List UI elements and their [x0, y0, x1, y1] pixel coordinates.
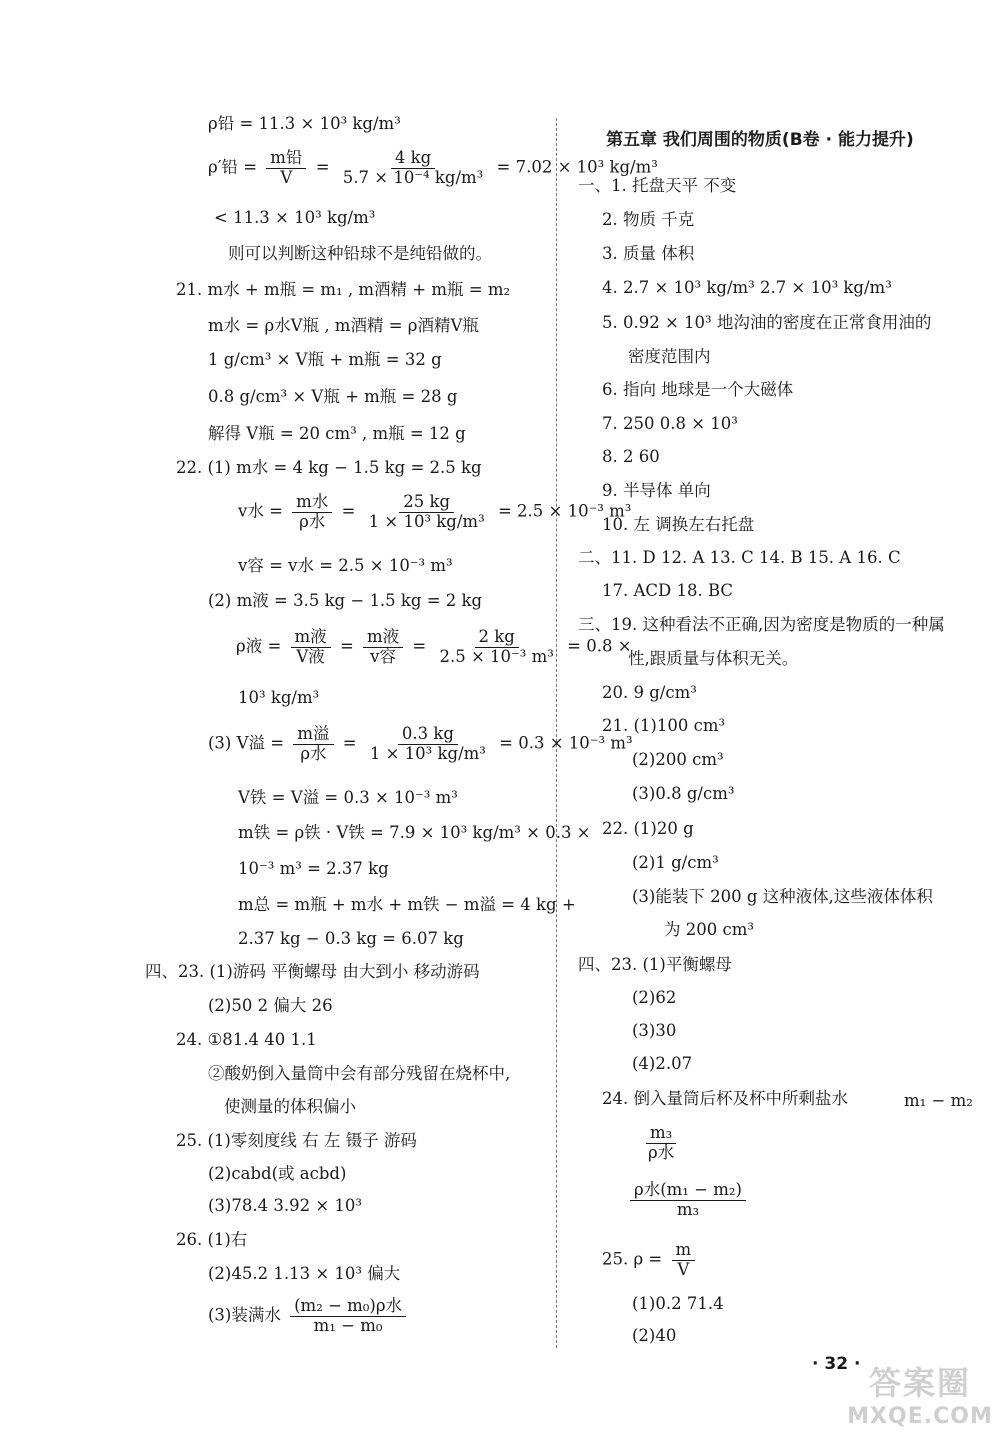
watermark-logo: [840, 1348, 1000, 1439]
answer-line: 性,跟质量与体积无关。: [628, 649, 799, 668]
answer-line: 5. 0.92 × 10³ 地沟油的密度在正常食用油的: [602, 313, 932, 332]
answer-line: 四、23. (1)游码 平衡螺母 由大到小 移动游码: [145, 962, 480, 981]
answer-line: V铁 = V溢 = 0.3 × 10⁻³ m³: [238, 788, 458, 807]
fraction-numerator: m铅: [266, 150, 306, 169]
fraction-numerator: m₃: [646, 1125, 676, 1144]
fraction: [292, 494, 332, 530]
formula-text: v水 =: [238, 501, 283, 521]
answer-line: 0.8 g/cm³ × V瓶 + m瓶 = 28 g: [208, 387, 458, 406]
answer-line: (2)1 g/cm³: [632, 853, 719, 872]
fraction: [293, 726, 333, 762]
fraction-denominator: v容: [370, 646, 396, 666]
fraction-denominator: V: [280, 167, 293, 187]
answer-line: (3)能装下 200 g 这种液体,这些液体体积: [632, 887, 933, 906]
answer-line: 10⁻³ m³ = 2.37 kg: [238, 859, 389, 878]
formula-text: =: [412, 636, 427, 656]
answer-line: 3. 质量 体积: [602, 244, 695, 263]
answer-line: 17. ACD 18. BC: [602, 581, 734, 600]
watermark-url: MXQE.COM: [847, 1404, 993, 1429]
answer-line: 6. 指向 地球是一个大磁体: [602, 380, 794, 399]
answer-line: 24. 倒入量筒后杯及杯中所剩盐水: [602, 1089, 848, 1108]
answer-line: 为 200 cm³: [664, 920, 754, 939]
fraction-denominator: m₁ − m₀: [313, 1315, 383, 1335]
answer-line: (2)40: [632, 1326, 677, 1345]
fraction-denominator: 1 × 10³ kg/m³: [368, 511, 485, 531]
answer-line: m总 = m瓶 + m水 + m铁 − m溢 = 4 kg +: [238, 895, 576, 914]
answer-line: (3)0.8 g/cm³: [632, 784, 735, 803]
answer-line: (2)50 2 偏大 26: [208, 996, 333, 1015]
formula-text: (3) V溢 =: [208, 733, 285, 753]
answer-line: 2. 物质 千克: [602, 210, 695, 229]
fraction-numerator: m溢: [293, 726, 333, 745]
fraction: [630, 1182, 746, 1218]
answer-line: (2)200 cm³: [632, 750, 724, 769]
formula-line: [640, 1125, 682, 1161]
fraction-denominator: ρ水: [300, 743, 327, 763]
answer-line: 21. m水 + m瓶 = m₁ , m酒精 + m瓶 = m₂: [176, 280, 511, 299]
answer-line: 7. 250 0.8 × 10³: [602, 414, 738, 433]
answer-line: < 11.3 × 10³ kg/m³: [214, 208, 376, 227]
answer-line: 25. (1)零刻度线 右 左 镊子 游码: [176, 1131, 417, 1150]
answer-line: 20. 9 g/cm³: [602, 683, 697, 702]
formula-line: [208, 726, 633, 762]
fraction: [366, 726, 490, 762]
fraction: [291, 629, 331, 665]
answer-line: 2.37 kg − 0.3 kg = 6.07 kg: [238, 929, 464, 948]
answer-line: 10. 左 调换左右托盘: [602, 515, 755, 534]
answer-line: 9. 半导体 单向: [602, 481, 711, 500]
formula-line: [208, 1298, 410, 1334]
fraction-numerator: m液: [291, 629, 331, 648]
formula-line: [602, 1242, 699, 1278]
answer-line: (2)62: [632, 988, 677, 1007]
formula-text: (3)装满水: [208, 1305, 281, 1325]
answer-line: v容 = v水 = 2.5 × 10⁻³ m³: [238, 556, 453, 575]
fraction: [290, 1298, 406, 1334]
answer-line: (3)30: [632, 1021, 677, 1040]
formula-text: =: [315, 157, 330, 177]
fraction-denominator: V: [677, 1259, 690, 1279]
answer-line: 22. (1)20 g: [602, 819, 694, 838]
formula-text: = 7.02 × 10³ kg/m³: [496, 157, 658, 177]
fraction: [672, 1242, 696, 1278]
fraction-numerator: ρ水(m₁ − m₂): [630, 1182, 746, 1201]
answer-line: 8. 2 60: [602, 447, 660, 466]
answer-line: 22. (1) m水 = 4 kg − 1.5 kg = 2.5 kg: [176, 458, 482, 477]
fraction-numerator: (m₂ − m₀)ρ水: [290, 1298, 406, 1317]
answer-line: ②酸奶倒入量筒中会有部分残留在烧杯中,: [208, 1064, 511, 1083]
formula-text: ρ′铅 =: [208, 157, 258, 177]
answer-line: 一、1. 托盘天平 不变: [578, 176, 737, 195]
fraction-numerator: m水: [292, 494, 332, 513]
answer-line: (4)2.07: [632, 1054, 693, 1073]
formula-text: =: [341, 501, 356, 521]
answer-line: ρ铅 = 11.3 × 10³ kg/m³: [208, 114, 401, 133]
answer-line: 4. 2.7 × 10³ kg/m³ 2.7 × 10³ kg/m³: [602, 278, 892, 297]
formula-text: =: [342, 733, 357, 753]
answer-line: m水 = ρ水V瓶 , m酒精 = ρ酒精V瓶: [208, 316, 479, 335]
formula-line: [626, 1182, 750, 1218]
formula-line: [236, 629, 632, 665]
fraction-denominator: 5.7 × 10⁻⁴ kg/m³: [342, 167, 484, 187]
fraction-numerator: 2 kg: [475, 629, 519, 648]
formula-text: = 0.3 × 10⁻³ m³: [499, 733, 633, 753]
fraction: [365, 494, 489, 530]
fraction-denominator: V液: [296, 646, 325, 666]
fraction-numerator: 4 kg: [391, 150, 435, 169]
answer-line: 1 g/cm³ × V瓶 + m瓶 = 32 g: [208, 350, 442, 369]
answer-line: 三、19. 这种看法不正确,因为密度是物质的一种属: [578, 615, 945, 634]
fraction-numerator: 25 kg: [399, 494, 454, 513]
answer-line: 二、11. D 12. A 13. C 14. B 15. A 16. C: [578, 548, 901, 567]
answer-line: (2)45.2 1.13 × 10³ 偏大: [208, 1264, 401, 1283]
watermark-text: 答案圈: [868, 1364, 971, 1402]
fraction-numerator: 0.3 kg: [398, 726, 458, 745]
answer-line: (3)78.4 3.92 × 10³: [208, 1196, 363, 1215]
chapter-title: 第五章 我们周围的物质(B卷 · 能力提升): [606, 130, 914, 150]
answer-line: 四、23. (1)平衡螺母: [578, 955, 732, 974]
formula-text: m₁ − m₂: [904, 1091, 973, 1110]
fraction: [644, 1125, 678, 1161]
fraction-denominator: 2.5 × 10⁻³ m³: [439, 646, 554, 666]
answer-line: (2)cabd(或 acbd): [208, 1164, 347, 1183]
formula-text: 25. ρ =: [602, 1249, 663, 1269]
answer-line: 10³ kg/m³: [238, 688, 320, 707]
fraction-denominator: 1 × 10³ kg/m³: [369, 743, 486, 763]
answer-line: 24. ①81.4 40 1.1: [176, 1030, 317, 1049]
fraction-denominator: ρ水: [648, 1142, 675, 1162]
formula-text: = 2.5 × 10⁻³ m³: [497, 501, 632, 521]
answer-line: 则可以判断这种铅球不是纯铅做的。: [228, 244, 492, 263]
formula-text: = 0.8 ×: [567, 636, 632, 656]
fraction: [436, 629, 558, 665]
fraction-numerator: m: [672, 1242, 696, 1261]
fraction: [363, 629, 403, 665]
formula-line: [238, 494, 631, 530]
fraction-numerator: m液: [363, 629, 403, 648]
answer-line: 密度范围内: [628, 347, 711, 366]
answer-line: (1)0.2 71.4: [632, 1294, 724, 1313]
answer-line: 21. (1)100 cm³: [602, 716, 726, 735]
formula-text: =: [339, 636, 354, 656]
answer-line: (2) m液 = 3.5 kg − 1.5 kg = 2 kg: [208, 591, 483, 610]
formula-text: ρ液 =: [236, 636, 282, 656]
answer-line: 使测量的体积偏小: [224, 1097, 356, 1116]
answer-line: m铁 = ρ铁 · V铁 = 7.9 × 10³ kg/m³ × 0.3 ×: [238, 823, 591, 842]
fraction: [339, 150, 488, 186]
fraction-denominator: ρ水: [299, 511, 326, 531]
fraction-denominator: m₃: [676, 1199, 700, 1219]
page-number: · 32 ·: [812, 1354, 861, 1374]
answer-line: 解得 V瓶 = 20 cm³ , m瓶 = 12 g: [208, 424, 466, 443]
fraction: [266, 150, 306, 186]
answer-line: 26. (1)右: [176, 1230, 248, 1249]
